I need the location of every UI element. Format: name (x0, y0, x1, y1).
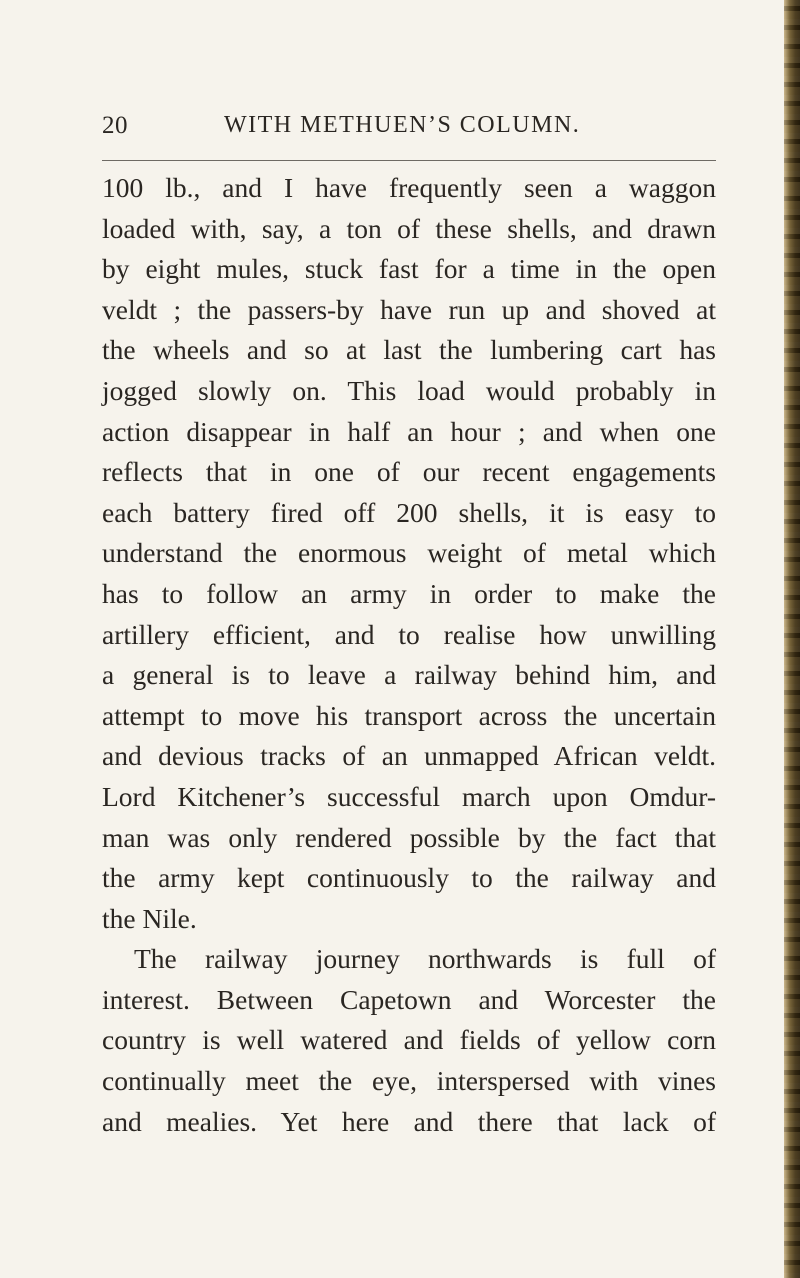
body-text (102, 168, 716, 1142)
text-line: man was only rendered possible by the fact that (102, 821, 716, 853)
text-line: a general is to leave a railway behind him, and (102, 659, 716, 691)
text-line: the Nile. (102, 902, 197, 934)
spine-texture (784, 0, 800, 1278)
text-line: loaded with, say, a ton of these shells, and drawn (102, 212, 716, 244)
text-line: and mealies. Yet here and there that lack of (102, 1105, 716, 1137)
text-line: action disappear in half an hour ; and when one (102, 415, 716, 447)
text-line: reflects that in one of our recent engagements (102, 456, 716, 488)
text-line: the wheels and so at last the lumbering cart has (102, 334, 716, 366)
text-line: jogged slowly on. This load would probably in (102, 374, 716, 406)
text-line: veldt ; the passers-by have run up and shoved at (102, 293, 716, 325)
text-line: understand the enormous weight of metal which (102, 537, 716, 569)
text-line: the army kept continuously to the railway and (102, 862, 716, 894)
text-line: artillery efficient, and to realise how unwilling (102, 618, 716, 650)
page-number: 20 (102, 112, 128, 139)
text-line: country is well watered and fields of yellow corn (102, 1024, 716, 1056)
header-rule (102, 160, 716, 161)
text-line: attempt to move his transport across the uncertain (102, 699, 716, 731)
running-title: WITH METHUEN’S COLUMN. (224, 112, 581, 138)
text-line: each battery fired off 200 shells, it is easy to (102, 496, 716, 528)
text-line: continually meet the eye, interspersed with vines (102, 1065, 716, 1097)
running-head (102, 112, 722, 146)
text-line: The railway journey northwards is full of (134, 943, 716, 975)
text-line: interest. Between Capetown and Worcester the (102, 983, 716, 1015)
text-line: 100 lb., and I have frequently seen a waggon (102, 172, 716, 203)
text-line: has to follow an army in order to make the (102, 577, 716, 609)
text-line: and devious tracks of an unmapped African veldt. (102, 740, 716, 772)
text-line: by eight mules, stuck fast for a time in the open (102, 253, 716, 285)
text-line: Lord Kitchener’s successful march upon Omdur- (102, 780, 716, 812)
